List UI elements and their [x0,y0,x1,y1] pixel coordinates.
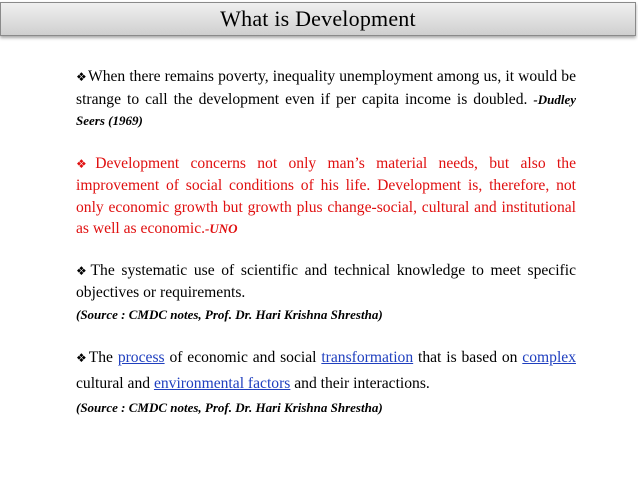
point-dudley-seers [76,66,576,132]
diamond-bullet-icon: ❖ [76,263,90,278]
link-process[interactable]: process [117,348,165,366]
point-text: of economic and social [164,348,322,366]
link-transformation[interactable]: transformation [321,348,414,366]
slide-title: What is Development [220,6,416,31]
point-text: that is based on [413,348,523,366]
point-process [76,345,576,397]
citation: -UNO [205,221,238,236]
point-text: The systematic use of scientific and technical knowledge to meet specific objectives or requirements. [76,261,576,301]
point-text: When there remains poverty, inequality unemployment among us, it would be strange to call the development even if per capita income is doubled. [76,68,576,108]
point-systematic-use [76,260,576,304]
diamond-bullet-icon: ❖ [76,350,88,365]
point-uno [76,153,576,240]
slide-title-bar [0,2,636,36]
diamond-bullet-icon: ❖ [76,156,95,171]
point-text: and their interactions. [290,374,430,392]
source-citation: (Source : CMDC notes, Prof. Dr. Hari Krishna Shrestha) [76,399,383,415]
link-environmental-factors[interactable]: environmental factors [153,374,291,392]
point-text: cultural and [76,374,154,392]
point-text: Development concerns not only man’s material needs, but also the improvement of social conditions of his life. Development is, therefore, not only economic growth but growth plus change-social, cultural and institutional as well as economic. [76,154,576,237]
point-text: The [88,348,118,366]
citation: -Dudley Seers (1969) [76,91,576,128]
slide-content [76,66,576,416]
link-complex[interactable]: complex [522,348,576,366]
diamond-bullet-icon: ❖ [76,70,87,84]
source-citation: (Source : CMDC notes, Prof. Dr. Hari Krishna Shrestha) [76,306,383,322]
